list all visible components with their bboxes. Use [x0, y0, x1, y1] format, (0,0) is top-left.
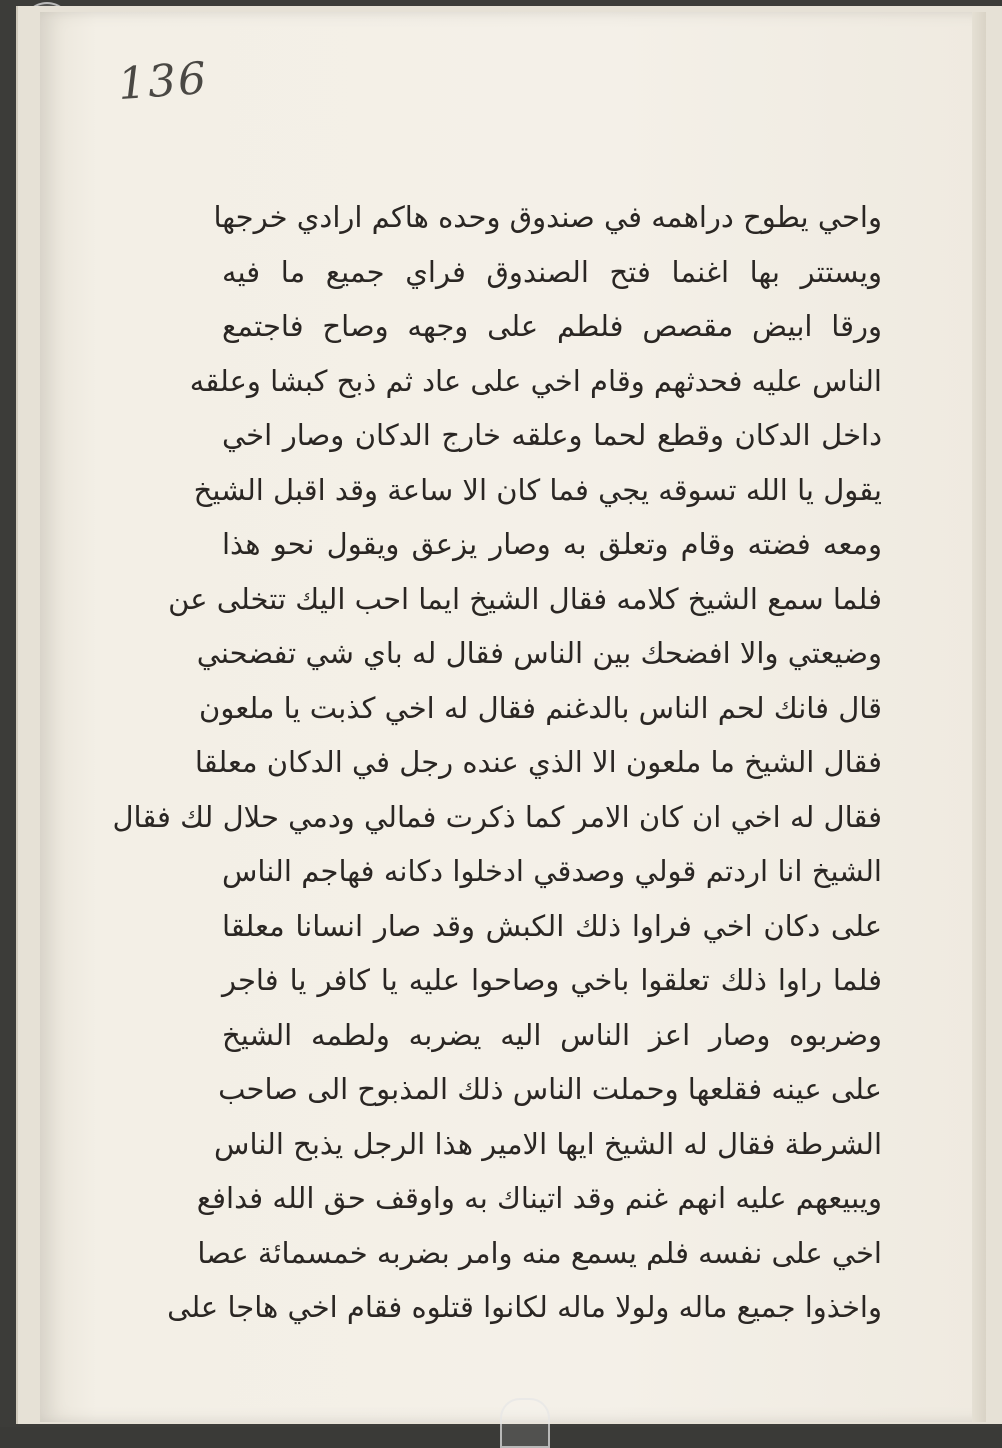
text-line: ويبيعهم عليه انهم غنم وقد اتيناك به واوقف حق الله فدافع: [196, 1181, 882, 1215]
manuscript-page: [40, 12, 986, 1422]
text-line: ويستتر بها اغنما فتح الصندوق فراي جميع ما فيه: [222, 254, 882, 289]
page-edge: [972, 12, 986, 1422]
text-line: الناس عليه فحدثهم وقام اخي على عاد ثم ذبح كبشا وعلقه: [189, 363, 882, 398]
text-line: داخل الدكان وقطع لحما وعلقه خارج الدكان وصار اخي: [222, 418, 882, 452]
text-line: واخذوا جميع ماله ولولا ماله لكانوا قتلوه فقام اخي هاجا على: [167, 1290, 882, 1324]
binding-clip: [500, 1398, 550, 1448]
text-line: الشرطة فقال له الشيخ ايها الامير هذا الرجل يذبح الناس: [214, 1126, 882, 1161]
text-line: قال فانك لحم الناس بالدغنم فقال له اخي كذبت يا ملعون: [199, 690, 882, 725]
text-line: اخي على نفسه فلم يسمع منه وامر بضربه خمسمائة عصا: [197, 1235, 882, 1270]
text-line: ورقا ابيض مقصص فلطم على وجهه وصاح فاجتمع: [222, 309, 882, 343]
text-line: فقال الشيخ ما ملعون الا الذي عنده رجل في الدكان معلقا: [194, 745, 882, 779]
text-line: فلما راوا ذلك تعلقوا باخي وصاحوا عليه يا كافر يا فاجر: [222, 963, 882, 997]
folio-number: 136: [116, 52, 210, 111]
text-line: واحي يطوح دراهمه في صندوق وحده هاكم ارادي خرجها: [213, 200, 882, 234]
text-line: على عينه فقلعها وحملت الناس ذلك المذبوح الى صاحب: [218, 1072, 882, 1106]
text-line: فقال له اخي ان كان الامر كما ذكرت فمالي ودمي حلال لك فقال: [112, 799, 882, 834]
text-line: يقول يا الله تسوقه يجي فما كان الا ساعة وقد اقبل الشيخ: [193, 472, 882, 507]
text-line: وضربوه وصار اعز الناس اليه يضربه ولطمه الشيخ: [222, 1017, 882, 1052]
text-block: [112, 190, 882, 1335]
text-line: فلما سمع الشيخ كلامه فقال الشيخ ايما احب اليك تتخلى عن: [168, 581, 882, 616]
text-line: وضيعتي والا افضحك بين الناس فقال له باي شي تفضحني: [196, 636, 882, 670]
text-line: ومعه فضته وقام وتعلق به وصار يزعق ويقول نحو هذا: [222, 527, 882, 561]
text-line: الشيخ انا اردتم قولي وصدقي ادخلوا دكانه فهاجم الناس: [222, 854, 882, 888]
text-line: على دكان اخي فراوا ذلك الكبش وقد صار انسانا معلقا: [222, 908, 882, 943]
